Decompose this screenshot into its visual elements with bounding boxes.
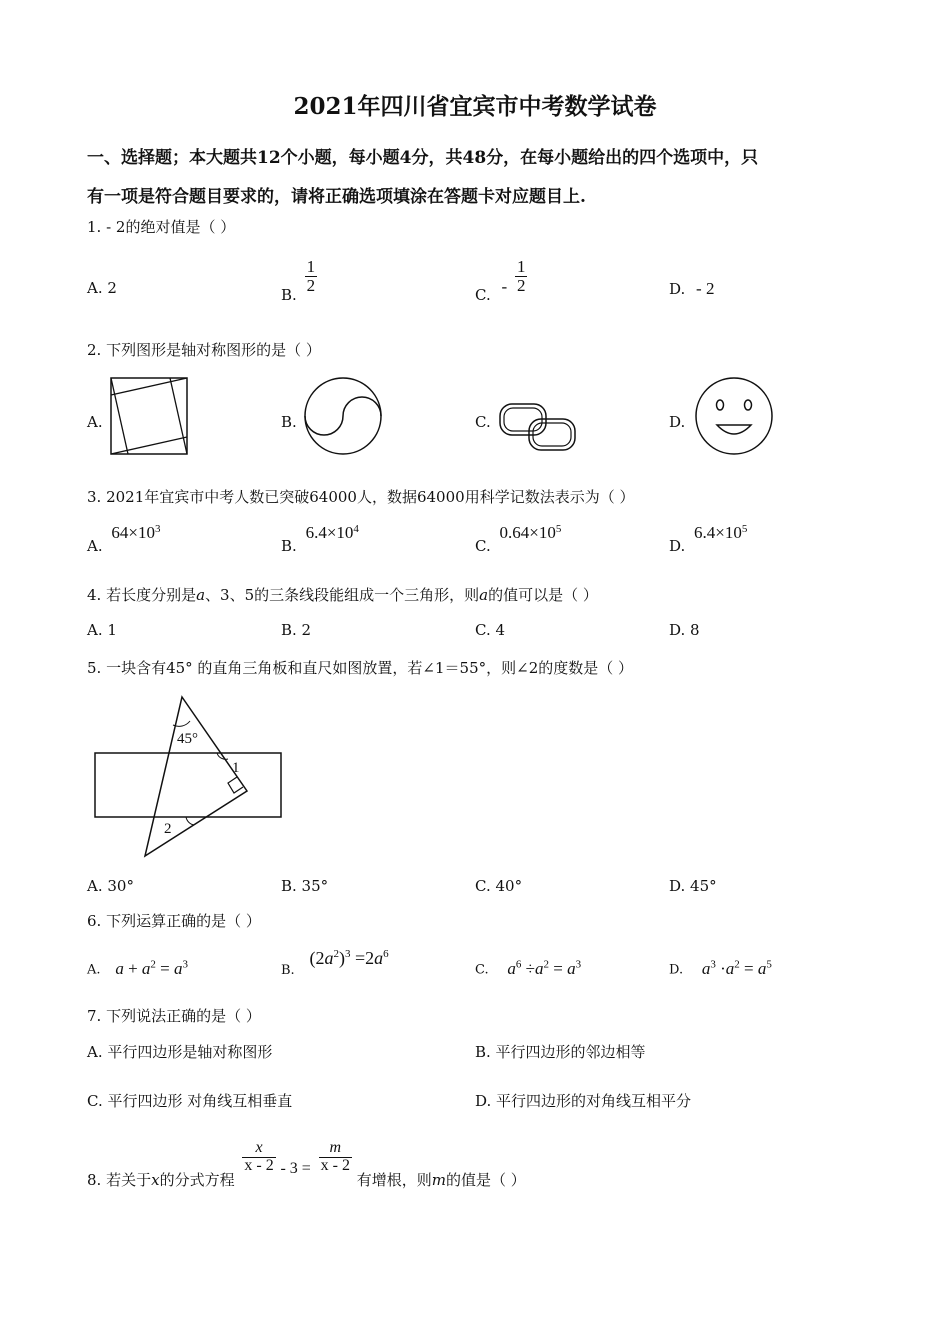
q1-option-c-label: C. <box>475 286 491 305</box>
section-heading-line1: 一、选择题；本大题共12个小题，每小题4分，共48分，在每小题给出的四个选项中，只 <box>87 148 759 168</box>
q5-option-d[interactable]: D. 45° <box>669 877 717 895</box>
q3-option-d[interactable] <box>669 523 748 555</box>
q5-figure-triangle-ruler <box>90 693 290 863</box>
q5-option-a[interactable]: A. 30° <box>87 877 134 895</box>
q6-option-a-label: A. <box>87 962 101 978</box>
q3-option-b-label: B. <box>281 537 297 555</box>
q8-f1-numerator: x <box>242 1140 275 1158</box>
q4-option-b[interactable]: B. 2 <box>281 621 312 639</box>
q6-option-d[interactable] <box>669 958 772 979</box>
q8-fraction-1 <box>242 1140 275 1175</box>
q1-option-d-label: D. <box>669 280 686 298</box>
q3-option-d-base: 6.4×10 <box>694 523 742 542</box>
q3-option-b-exponent: 4 <box>353 523 359 535</box>
q6-option-b-expression: $(2a^2)^3 =2a^6$ <box>309 948 389 968</box>
q5-option-b[interactable]: B. 35° <box>281 877 329 895</box>
q1-option-a[interactable]: A. 2 <box>87 279 117 297</box>
q7-option-c[interactable]: C. 平行四边形 对角线互相垂直 <box>87 1092 293 1110</box>
q8-f2-denominator: x - 2 <box>320 1156 350 1174</box>
q8-stem-post2: 的值是（ ） <box>445 1171 526 1190</box>
q4-option-d[interactable]: D. 8 <box>669 621 700 639</box>
page-title: 2021年四川省宜宾市中考数学试卷 <box>293 93 657 120</box>
q2-option-a[interactable]: A. <box>87 413 103 431</box>
q1-option-b[interactable] <box>281 257 317 305</box>
q4-option-a[interactable]: A. 1 <box>87 621 117 639</box>
q1-option-b-label: B. <box>281 286 297 305</box>
q2-figure-yin-yang <box>304 377 382 455</box>
q2-stem: 2. 下列图形是轴对称图形的是（ ） <box>87 341 321 359</box>
q2-figure-chain-links <box>499 403 579 453</box>
q1-b-numerator: 1 <box>306 257 316 276</box>
section-heading-line2: 有一项是符合题目要求的，请将正确选项填涂在答题卡对应题目上. <box>87 187 586 207</box>
q4-stem-mid: 、3、5的三条线段能组成一个三角形，则 <box>205 586 480 604</box>
q3-option-c-exponent: 5 <box>555 523 562 535</box>
q1-option-b-fraction <box>305 258 318 295</box>
q6-option-b-label: B. <box>281 963 295 978</box>
q6-stem: 6. 下列运算正确的是（ ） <box>87 912 261 930</box>
q1-b-denominator: 2 <box>306 275 316 295</box>
q1-option-c[interactable] <box>475 257 527 305</box>
q4-stem-pre: 4. 若长度分别是 <box>87 586 197 604</box>
q1-c-numerator: 1 <box>516 257 526 276</box>
q8-stem-pre: 8. 若关于 <box>87 1171 152 1190</box>
q6-option-d-expression: $a^3 \cdot a^2 = a^5$ <box>701 958 772 978</box>
q6-option-c-expression: $a^6 \div a^2 = a^3$ <box>507 958 582 978</box>
q1-option-d-value: - 2 <box>696 279 715 298</box>
q8-f2-numerator: m <box>319 1140 352 1158</box>
q4-stem <box>87 584 598 605</box>
q2-option-b[interactable]: B. <box>281 413 297 431</box>
q7-option-b[interactable]: B. 平行四边形的邻边相等 <box>475 1043 646 1061</box>
q2-option-c[interactable]: C. <box>475 413 491 431</box>
q8-f1-denominator: x - 2 <box>244 1156 274 1174</box>
q5-option-c[interactable]: C. 40° <box>475 877 523 895</box>
q6-option-c-label: C. <box>475 962 489 978</box>
q1-option-d[interactable] <box>669 279 714 299</box>
q3-stem: 3. 2021年宜宾市中考人数已突破64000人，数据64000用科学记数法表示为（ ） <box>87 488 635 506</box>
q5-fig-label-1: 1 <box>232 760 240 776</box>
q5-fig-angle-45: 45° <box>177 731 198 747</box>
q3-option-c-label: C. <box>475 537 491 555</box>
q3-option-a-exponent: 3 <box>154 523 161 535</box>
q6-option-b[interactable] <box>281 948 389 978</box>
q6-option-d-label: D. <box>669 962 684 978</box>
q3-option-b-base: 6.4×10 <box>305 523 354 542</box>
q7-option-d[interactable]: D. 平行四边形的对角线互相平分 <box>475 1092 692 1110</box>
q8-stem-mid: 的分式方程 <box>159 1171 235 1190</box>
q6-option-a-expression: $a + a^2 = a^3$ <box>115 958 188 978</box>
q4-option-c[interactable]: C. 4 <box>475 621 506 639</box>
q3-option-c[interactable] <box>475 523 562 555</box>
q2-figure-square-pinwheel <box>110 377 188 455</box>
q3-option-d-label: D. <box>669 537 686 555</box>
q1-stem: 1. - 2的绝对值是（ ） <box>87 218 236 236</box>
q8-var-m: m <box>431 1171 446 1190</box>
q7-stem: 7. 下列说法正确的是（ ） <box>87 1007 261 1025</box>
q1-c-denominator: 2 <box>516 275 526 295</box>
q6-option-a[interactable] <box>87 958 188 979</box>
q1-option-c-sign: - <box>501 277 508 297</box>
q8-fraction-2 <box>319 1140 352 1175</box>
q4-var-a: a <box>196 586 206 604</box>
q3-option-a[interactable] <box>87 523 161 555</box>
q2-figure-smiley <box>695 377 773 455</box>
q5-fig-label-2: 2 <box>164 821 172 837</box>
q3-option-b[interactable] <box>281 523 359 555</box>
q4-var-a2: a <box>479 586 489 604</box>
q1-option-c-fraction <box>515 258 528 295</box>
q5-stem: 5. 一块含有45° 的直角三角板和直尺如图放置，若∠1＝55°，则∠2的度数是（ ） <box>87 659 634 677</box>
q3-option-c-base: 0.64×10 <box>499 523 556 542</box>
q6-option-c[interactable] <box>475 958 581 979</box>
q8-stem <box>87 1139 526 1190</box>
q7-option-a[interactable]: A. 平行四边形是轴对称图形 <box>87 1043 273 1061</box>
q3-option-d-exponent: 5 <box>741 523 748 535</box>
q4-stem-post: 的值可以是（ ） <box>488 586 598 604</box>
q3-option-a-base: 64×10 <box>111 523 155 542</box>
q8-operator: - 3 = <box>280 1160 311 1178</box>
q3-option-a-label: A. <box>87 537 103 555</box>
q8-var-x: x <box>151 1171 160 1190</box>
q2-option-d[interactable]: D. <box>669 413 686 431</box>
q8-stem-post1: 有增根，则 <box>356 1171 432 1190</box>
